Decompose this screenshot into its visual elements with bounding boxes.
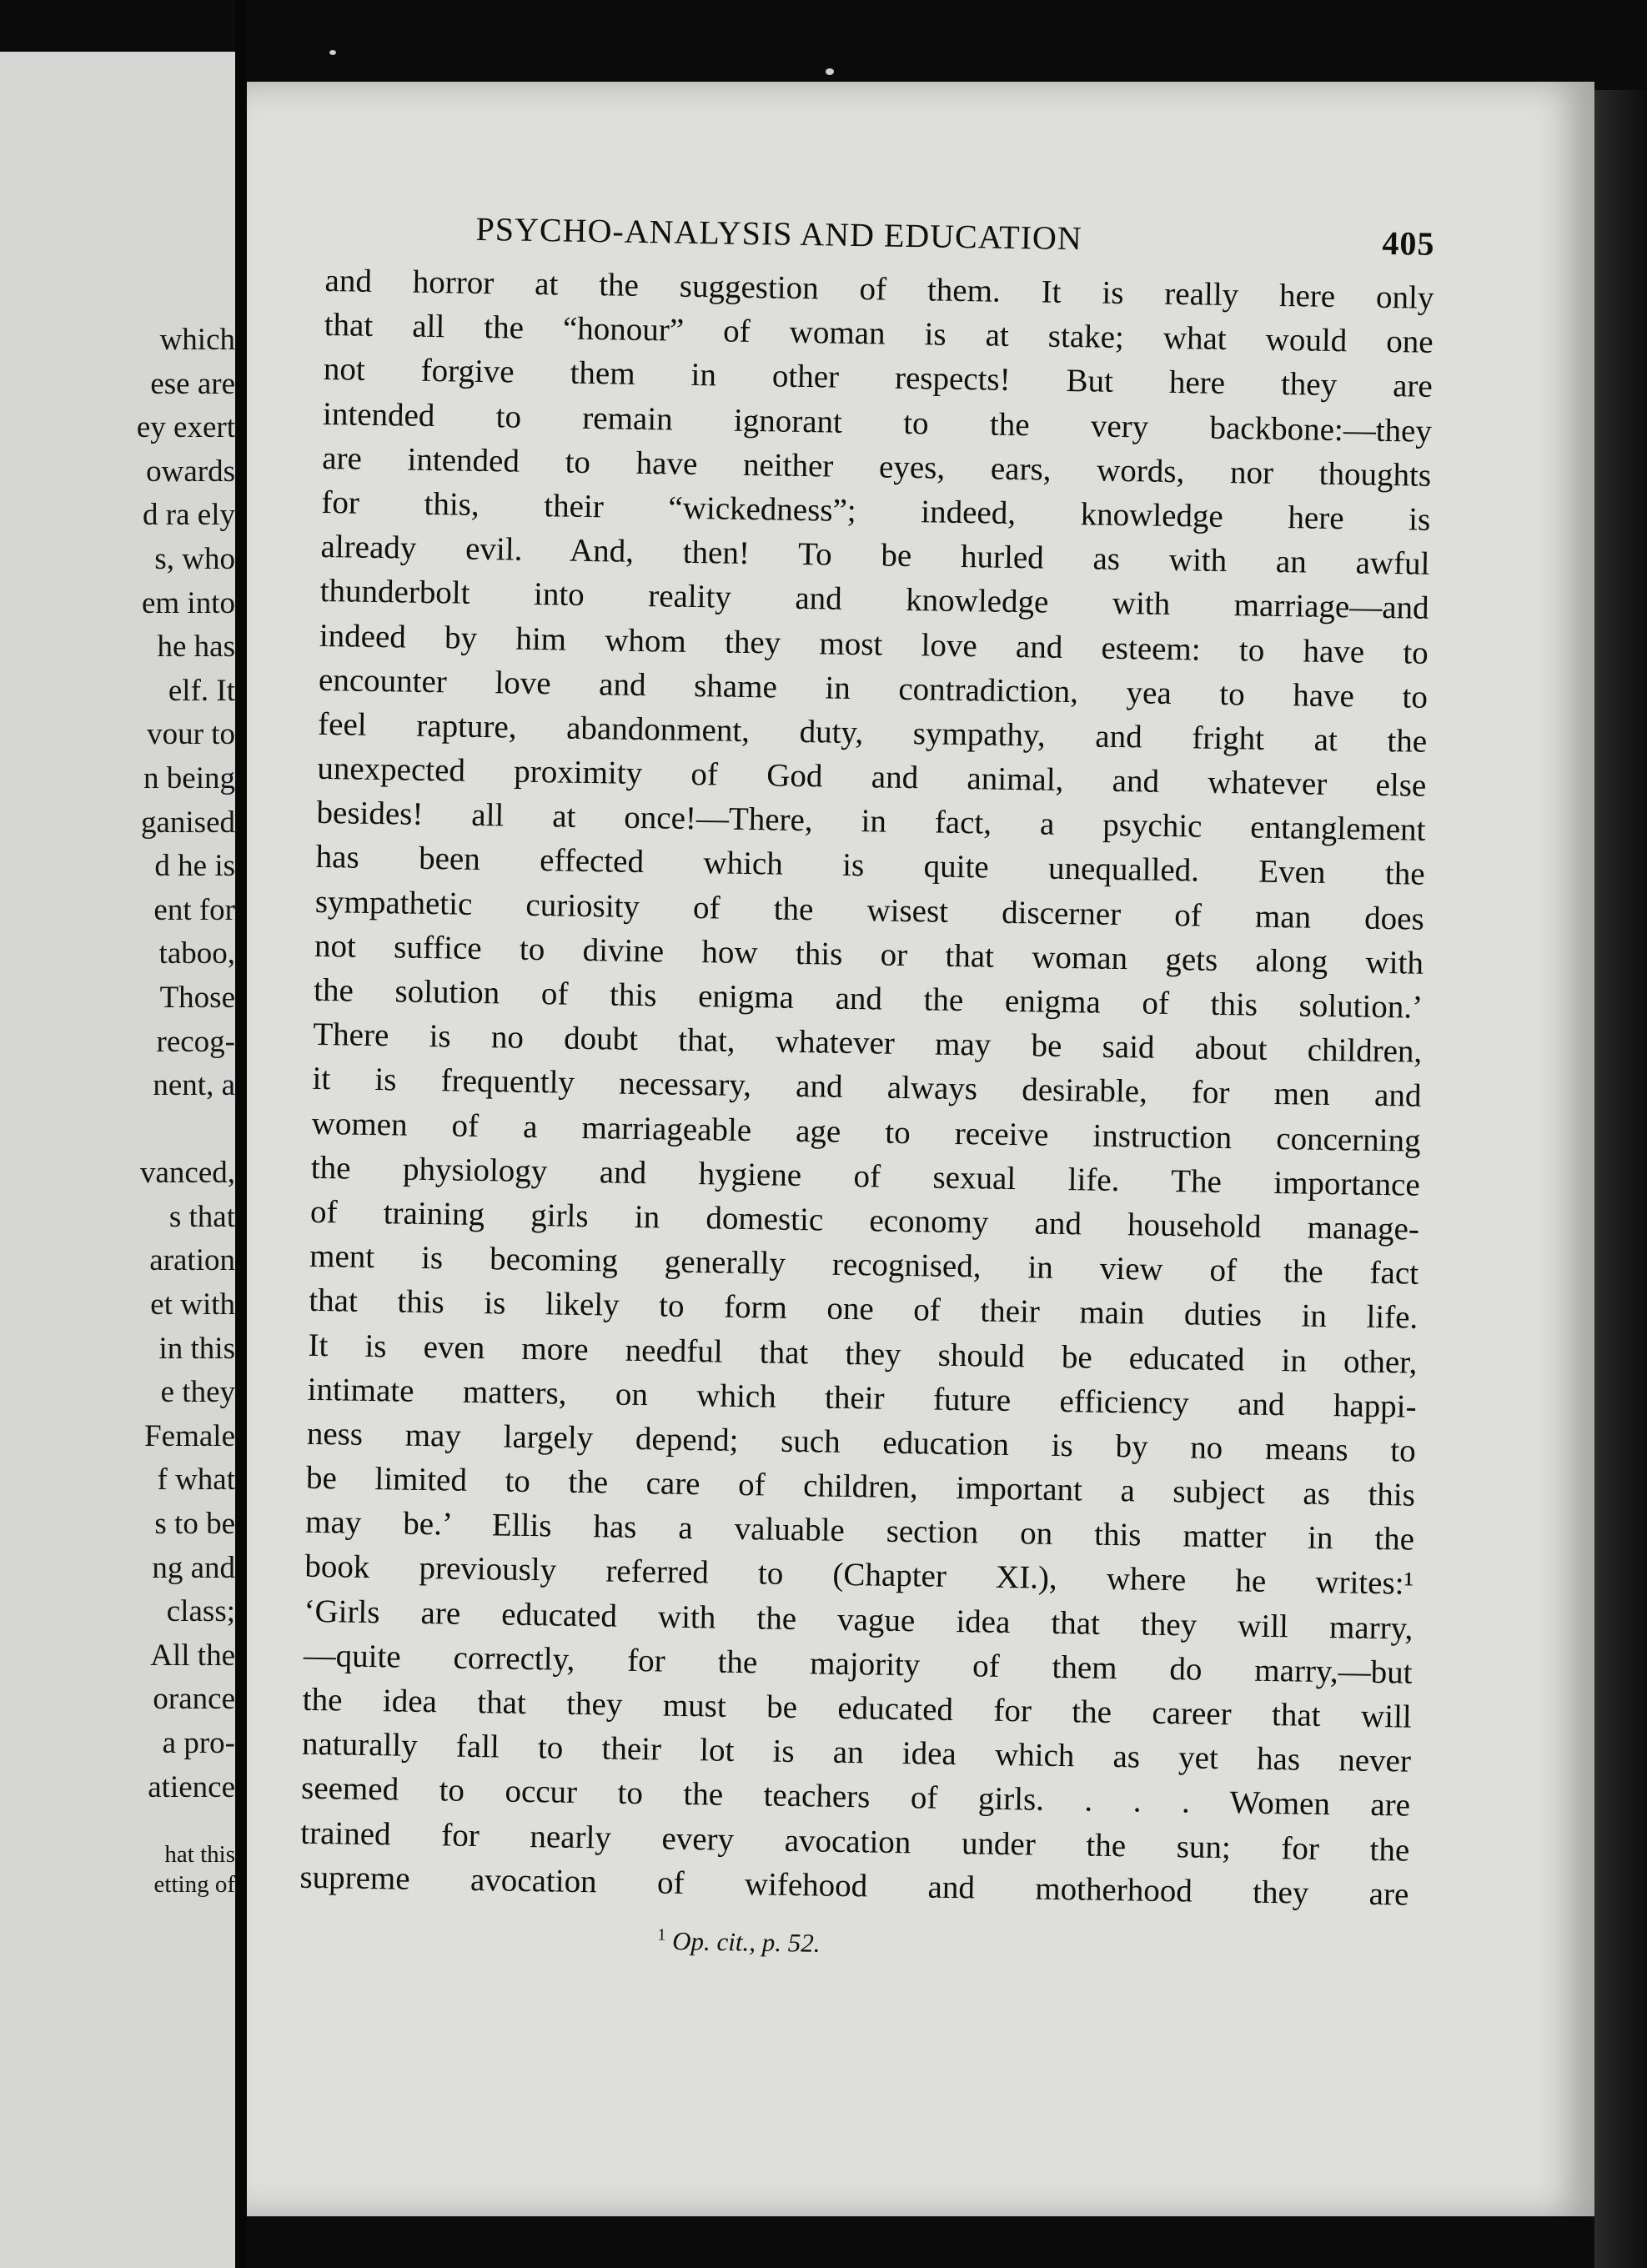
body-line: the physiology and hygiene of sexual life. The importance xyxy=(310,1149,1421,1203)
dust-speck xyxy=(826,68,834,75)
page-content xyxy=(299,207,1435,1971)
left-page-line: e they xyxy=(160,1375,235,1410)
body-line: for this, their “wickedness”; indeed, knowledge here is xyxy=(321,484,1431,538)
left-page-line: recog- xyxy=(156,1024,235,1059)
dust-speck xyxy=(329,50,336,55)
left-page-footnote-line: etting of xyxy=(153,1871,235,1899)
left-page-line: aration xyxy=(149,1243,235,1278)
body-line: not forgive them in other respects! But here they are xyxy=(323,351,1434,405)
book-gutter xyxy=(235,0,247,2268)
footnote-marker: 1 xyxy=(657,1925,666,1944)
running-head-title: PSYCHO-ANALYSIS AND EDUCATION xyxy=(475,209,1083,258)
page-edge-shadow xyxy=(1594,90,1647,2268)
body-line: thunderbolt into reality and knowledge with marriage—and xyxy=(319,573,1429,627)
left-page-line: All the xyxy=(150,1638,235,1673)
body-line: naturally fall to their lot is an idea which as yet has never xyxy=(301,1725,1412,1779)
body-line: unexpected proximity of God and animal, and whatever else xyxy=(317,750,1427,804)
body-line: ment is becoming generally recognised, in view of the fact xyxy=(309,1237,1419,1292)
left-page-line: f what xyxy=(157,1463,235,1498)
left-page-line: atience xyxy=(148,1769,235,1804)
body-line: that all the “honour” of woman is at stake; what would one xyxy=(324,307,1434,361)
left-page-line: orance xyxy=(153,1682,235,1717)
left-page-line: elf. It xyxy=(168,673,235,708)
left-page-line: ng and xyxy=(152,1550,235,1585)
body-line: seemed to occur to the teachers of girls. . . . Women are xyxy=(300,1770,1411,1824)
left-page-line: d he is xyxy=(154,849,235,884)
left-page-line: s that xyxy=(168,1199,235,1234)
left-page-line: in this xyxy=(158,1331,235,1366)
body-text xyxy=(299,258,1434,1917)
left-page-footnote-line: hat this xyxy=(164,1841,235,1869)
left-page-line: ey exert xyxy=(136,410,235,445)
left-page-line: em into xyxy=(141,585,235,620)
left-page-line: ese are xyxy=(150,366,235,401)
body-line: ness may largely depend; such education is by no means to xyxy=(306,1415,1417,1469)
left-page-line: he has xyxy=(157,630,235,665)
left-page-line: class; xyxy=(166,1594,235,1629)
body-line: women of a marriageable age to receive instruction concerning xyxy=(311,1105,1421,1159)
left-page-line: vour to xyxy=(147,717,235,752)
body-line: has been effected which is quite unequalled. Even the xyxy=(315,839,1425,893)
body-line: intimate matters, on which their future efficiency and happi- xyxy=(307,1371,1417,1425)
body-line: that this is likely to form one of their main duties in life. xyxy=(309,1282,1419,1337)
body-line: and horror at the suggestion of them. It is really here only xyxy=(324,262,1434,316)
body-line: indeed by him whom they most love and esteem: to have to xyxy=(319,617,1429,671)
left-page-line: ganised xyxy=(140,805,235,840)
body-line: of training girls in domestic economy and household manage- xyxy=(309,1193,1420,1247)
page-number: 405 xyxy=(1382,223,1435,263)
left-page-line: et with xyxy=(150,1287,235,1322)
body-line: There is no doubt that, whatever may be said about children, xyxy=(313,1016,1423,1070)
body-line: sympathetic curiosity of the wisest discerner of man does xyxy=(314,883,1425,937)
body-line: already evil. And, then! To be hurled as with an awful xyxy=(320,529,1430,582)
left-page-line: s, who xyxy=(154,541,235,576)
footnote xyxy=(299,1911,1408,1971)
body-line: be limited to the care of children, important a subject as this xyxy=(305,1459,1416,1513)
left-page-line: n being xyxy=(143,760,235,795)
left-page-line: Female xyxy=(144,1418,235,1453)
body-line: supreme avocation of wifehood and motherhood they are xyxy=(299,1859,1409,1913)
body-line: are intended to have neither eyes, ears, words, nor thoughts xyxy=(321,439,1432,494)
body-line: —quite correctly, for the majority of them do marry,—but xyxy=(303,1637,1413,1691)
body-line: ‘Girls are educated with the vague idea that they will marry, xyxy=(304,1593,1414,1647)
body-line: besides! all at once!—There, in fact, a psychic entanglement xyxy=(316,795,1426,849)
footnote-text: Op. cit., p. 52. xyxy=(671,1926,821,1958)
body-line: may be.’ Ellis has a valuable section on this matter in the xyxy=(304,1504,1415,1558)
body-line: It is even more needful that they should be educated in other, xyxy=(308,1327,1418,1381)
left-page-line: ent for xyxy=(153,892,235,927)
left-page-line: owards xyxy=(146,454,235,489)
left-page-line: s to be xyxy=(154,1507,235,1542)
left-page-line: d ra ely xyxy=(143,498,235,533)
body-line: book previously referred to (Chapter XI.), where he writes:¹ xyxy=(304,1548,1414,1603)
body-line: the solution of this enigma and the enigma of this solution.’ xyxy=(313,971,1424,1026)
body-line: feel rapture, abandonment, duty, sympathy, and fright at the xyxy=(317,705,1428,760)
body-line: the idea that they must be educated for the career that will xyxy=(302,1681,1413,1735)
left-page-line: a pro- xyxy=(162,1726,235,1760)
body-line: it is frequently necessary, and always desirable, for men and xyxy=(312,1061,1422,1115)
right-page xyxy=(247,82,1594,2216)
body-line: trained for nearly every avocation under the sun; for the xyxy=(300,1814,1410,1869)
body-line: not suffice to divine how this or that woman gets along with xyxy=(314,927,1424,981)
left-page-line: vanced, xyxy=(139,1156,235,1191)
body-line: intended to remain ignorant to the very backbone:—they xyxy=(322,395,1433,449)
left-page-line: nent, a xyxy=(153,1068,235,1103)
body-line: encounter love and shame in contradiction, yea to have to xyxy=(318,661,1429,715)
left-page-line: which xyxy=(159,323,235,357)
left-page-line: Those xyxy=(159,980,235,1015)
left-page-line: taboo, xyxy=(158,936,235,971)
left-page-fragment xyxy=(0,52,235,2268)
